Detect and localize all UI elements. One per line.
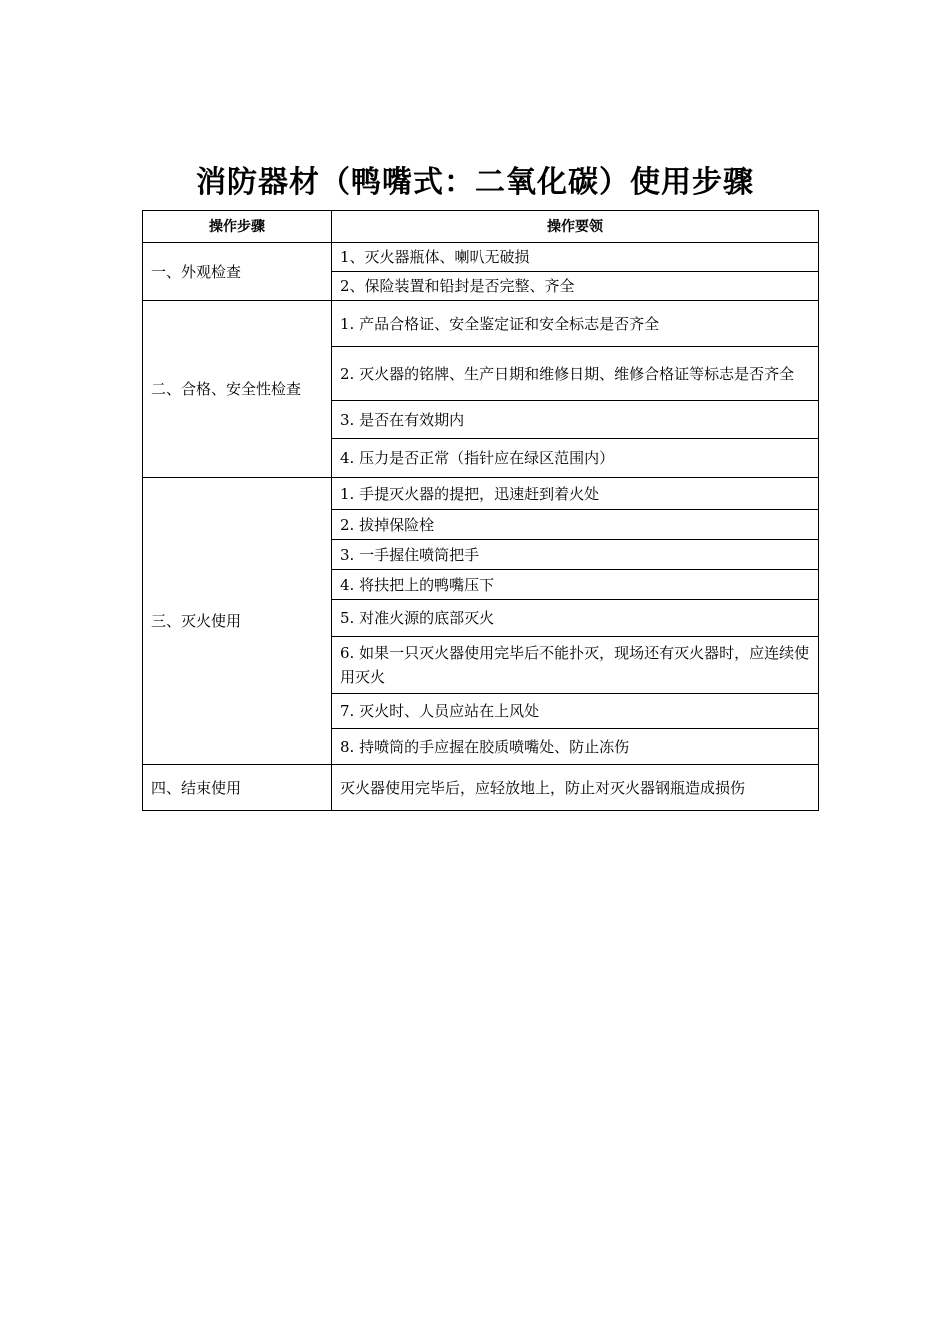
point-cell: 5. 对准火源的底部灭火 [332, 600, 819, 637]
point-cell: 7. 灭火时、人员应站在上风处 [332, 694, 819, 729]
point-cell: 8. 持喷筒的手应握在胶质喷嘴处、防止冻伤 [332, 729, 819, 765]
table-row [143, 301, 819, 347]
document-title: 消防器材（鸭嘴式：二氧化碳）使用步骤 [196, 165, 754, 200]
table-header-row [143, 211, 819, 243]
point-cell: 2. 拔掉保险栓 [332, 510, 819, 540]
table-row [143, 765, 819, 811]
header-key-points: 操作要领 [332, 211, 819, 243]
point-cell: 4. 压力是否正常（指针应在绿区范围内） [332, 439, 819, 478]
point-cell: 灭火器使用完毕后，应轻放地上，防止对灭火器钢瓶造成损伤 [332, 765, 819, 811]
table-row [143, 243, 819, 272]
point-cell: 6. 如果一只灭火器使用完毕后不能扑灭，现场还有灭火器时，应连续使用灭火 [332, 637, 819, 694]
point-cell: 1、灭火器瓶体、喇叭无破损 [332, 243, 819, 272]
point-cell: 4. 将扶把上的鸭嘴压下 [332, 570, 819, 600]
step-cell: 一、外观检查 [143, 243, 332, 301]
point-cell: 2. 灭火器的铭牌、生产日期和维修日期、维修合格证等标志是否齐全 [332, 347, 819, 401]
header-step: 操作步骤 [143, 211, 332, 243]
procedure-table [142, 210, 819, 811]
table-row [143, 478, 819, 510]
step-cell: 四、结束使用 [143, 765, 332, 811]
point-cell: 1. 产品合格证、安全鉴定证和安全标志是否齐全 [332, 301, 819, 347]
point-cell: 1. 手提灭火器的提把，迅速赶到着火处 [332, 478, 819, 510]
point-cell: 3. 一手握住喷筒把手 [332, 540, 819, 570]
step-cell: 二、合格、安全性检查 [143, 301, 332, 478]
point-cell: 3. 是否在有效期内 [332, 401, 819, 439]
step-cell: 三、灭火使用 [143, 478, 332, 765]
point-cell: 2、保险装置和铅封是否完整、齐全 [332, 272, 819, 301]
